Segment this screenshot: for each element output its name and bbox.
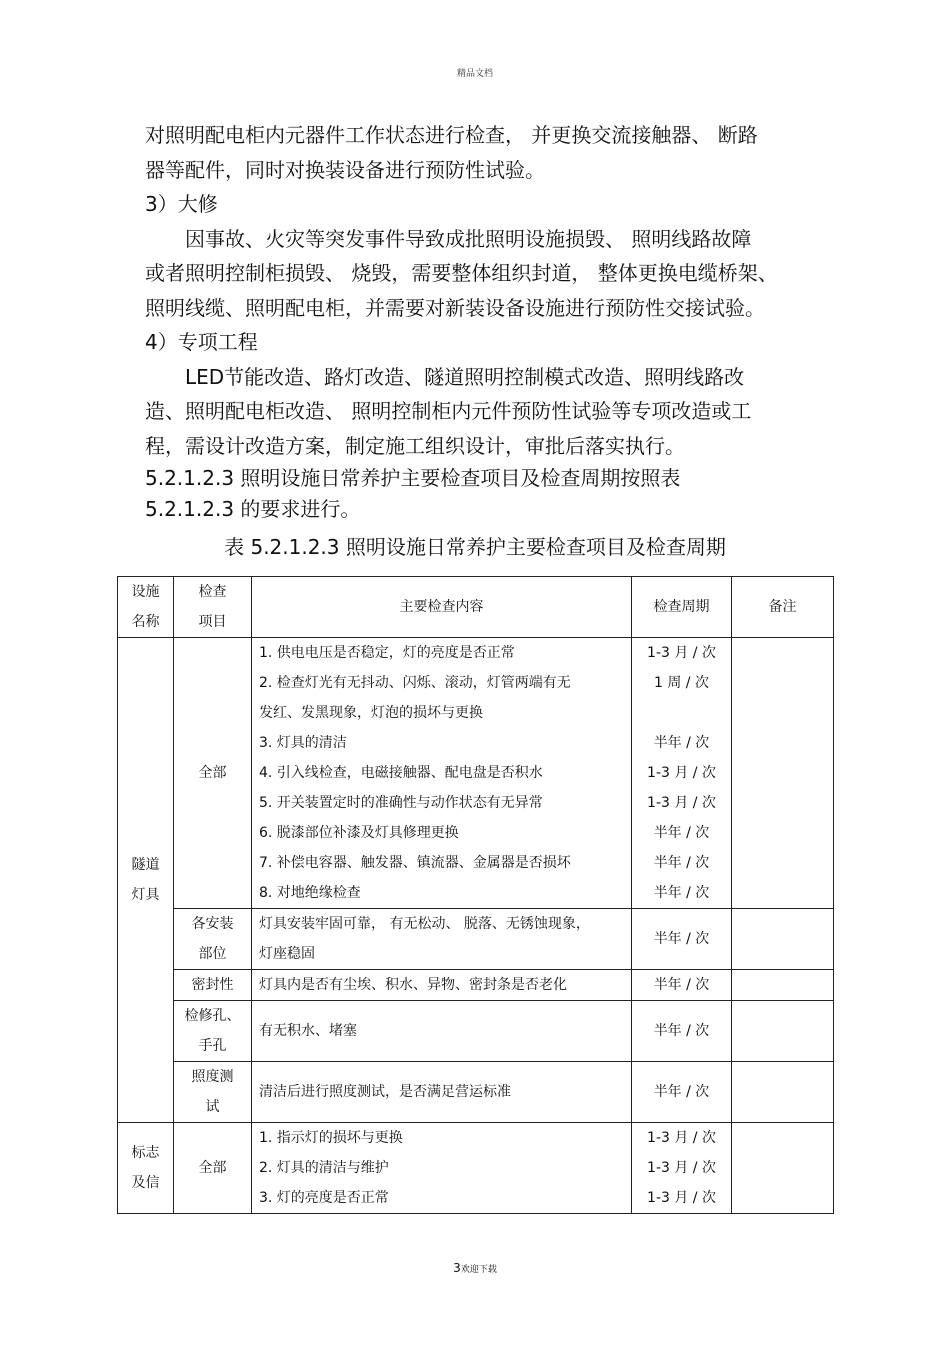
period-value [632, 698, 731, 728]
period-list [632, 1123, 732, 1214]
header-content: 主要检查内容 [252, 577, 632, 638]
remark-cell [732, 1062, 834, 1123]
paragraph-line: 造、照明配电柜改造、 照明控制柜内元件预防性试验等专项改造或工 [145, 399, 752, 423]
period-value: 1-3 月 / 次 [647, 1160, 716, 1176]
item-all: 全部 [174, 638, 252, 909]
list-item: 4. 引入线检查，电磁接触器、配电盘是否积水 [259, 765, 543, 781]
list-item: 1. 供电电压是否稳定，灯的亮度是否正常 [259, 645, 515, 661]
period-value: 半年 / 次 [653, 855, 710, 871]
body-text [145, 118, 815, 525]
period-value: 1-3 月 / 次 [647, 645, 716, 661]
section-heading-special: 4）专项工程 [145, 330, 258, 354]
table-caption: 表 5.2.1.2.3 照明设施日常养护主要检查项目及检查周期 [224, 535, 726, 559]
item-sealing: 密封性 [174, 970, 252, 1001]
footer-text: 欢迎下载 [460, 1265, 497, 1275]
period-value: 半年 / 次 [632, 970, 732, 1001]
list-item: 1. 指示灯的损坏与更换 [259, 1130, 403, 1146]
period-value: 1-3 月 / 次 [647, 765, 716, 781]
table-row [118, 1123, 834, 1214]
period-list [632, 638, 732, 909]
period-value: 1-3 月 / 次 [647, 1190, 716, 1206]
table-row [118, 638, 834, 909]
content-cell: 清洁后进行照度测试，是否满足营运标准 [252, 1062, 632, 1123]
list-item: 2. 灯具的清洁与维护 [259, 1160, 389, 1176]
period-value: 1-3 月 / 次 [647, 1130, 716, 1146]
paragraph-line: 因事故、火灾等突发事件导致成批照明设施损毁、 照明线路故障 [185, 226, 752, 251]
item-access-hole: 检修孔、 手孔 [174, 1001, 252, 1062]
period-value: 半年 / 次 [632, 1001, 732, 1062]
period-value: 1-3 月 / 次 [647, 795, 716, 811]
remark-cell [732, 970, 834, 1001]
remark-cell [732, 638, 834, 909]
paragraph-line: 照明线缆、照明配电柜，并需要对新装设备设施进行预防性交接试验。 [145, 295, 765, 320]
period-value: 半年 / 次 [632, 909, 732, 970]
table-header-row [118, 577, 834, 638]
header-item: 检查 项目 [174, 577, 252, 638]
period-value: 半年 / 次 [653, 735, 710, 751]
page-footer [0, 1261, 950, 1275]
content-cell: 有无积水、堵塞 [252, 1001, 632, 1062]
list-item: 5. 开关装置定时的准确性与动作状态有无异常 [259, 795, 543, 811]
list-item: 3. 灯具的清洁 [259, 735, 347, 751]
paragraph-line: 或者照明控制柜损毁、 烧毁，需要整体组织封道， 整体更换电缆桥架、 [145, 261, 778, 285]
facility-sign-lights: 标志 及信 [118, 1123, 174, 1214]
content-list [252, 638, 632, 909]
item-all: 全部 [174, 1123, 252, 1214]
header-facility: 设施 名称 [118, 577, 174, 638]
header-remark: 备注 [732, 577, 834, 638]
list-item: 2. 检查灯光有无抖动、闪烁、滚动，灯管两端有无 [259, 675, 571, 691]
paragraph-line: 器等配件，同时对换装设备进行预防性试验。 [145, 157, 545, 182]
period-value: 半年 / 次 [653, 825, 710, 841]
item-install-parts: 各安装 部位 [174, 909, 252, 970]
table-row [118, 1001, 834, 1062]
content-cell: 灯具安装牢固可靠， 有无松动、 脱落、无锈蚀现象， 灯座稳固 [252, 909, 632, 970]
list-item: 6. 脱漆部位补漆及灯具修理更换 [259, 825, 459, 841]
item-illuminance-test: 照度测 试 [174, 1062, 252, 1123]
remark-cell [732, 1123, 834, 1214]
period-value: 半年 / 次 [632, 1062, 732, 1123]
section-heading-overhaul: 3）大修 [145, 192, 218, 216]
content-list [252, 1123, 632, 1214]
table-row [118, 1062, 834, 1123]
inspection-table [117, 576, 834, 1214]
paragraph-line: 对照明配电柜内元器件工作状态进行检查， 并更换交流接触器、 断路 [145, 123, 758, 147]
clause-line: 5.2.1.2.3 照明设施日常养护主要检查项目及检查周期按照表 [145, 466, 681, 490]
remark-cell [732, 1001, 834, 1062]
paragraph-line: 程，需设计改造方案，制定施工组织设计，审批后落实执行。 [145, 433, 685, 458]
list-item: 7. 补偿电容器、触发器、镇流器、金属器是否损坏 [259, 855, 571, 871]
facility-tunnel-lights: 隧道 灯具 [118, 638, 174, 1123]
header-period: 检查周期 [632, 577, 732, 638]
list-item: 3. 灯的亮度是否正常 [259, 1190, 389, 1206]
remark-cell [732, 909, 834, 970]
paragraph-line: LED节能改造、路灯改造、隧道照明控制模式改造、照明线路改 [185, 364, 745, 389]
header-note: 精品文档 [456, 69, 493, 79]
page-number: 3 [453, 1261, 461, 1275]
table-row [118, 970, 834, 1001]
table-row [118, 909, 834, 970]
content-cell: 灯具内是否有尘埃、积水、异物、密封条是否老化 [252, 970, 632, 1001]
list-item: 8. 对地绝缘检查 [259, 885, 361, 901]
period-value: 半年 / 次 [653, 885, 710, 901]
list-item: 发红、发黑现象，灯泡的损坏与更换 [259, 705, 483, 721]
period-value: 1 周 / 次 [654, 675, 709, 691]
clause-line: 5.2.1.2.3 的要求进行。 [145, 497, 361, 521]
